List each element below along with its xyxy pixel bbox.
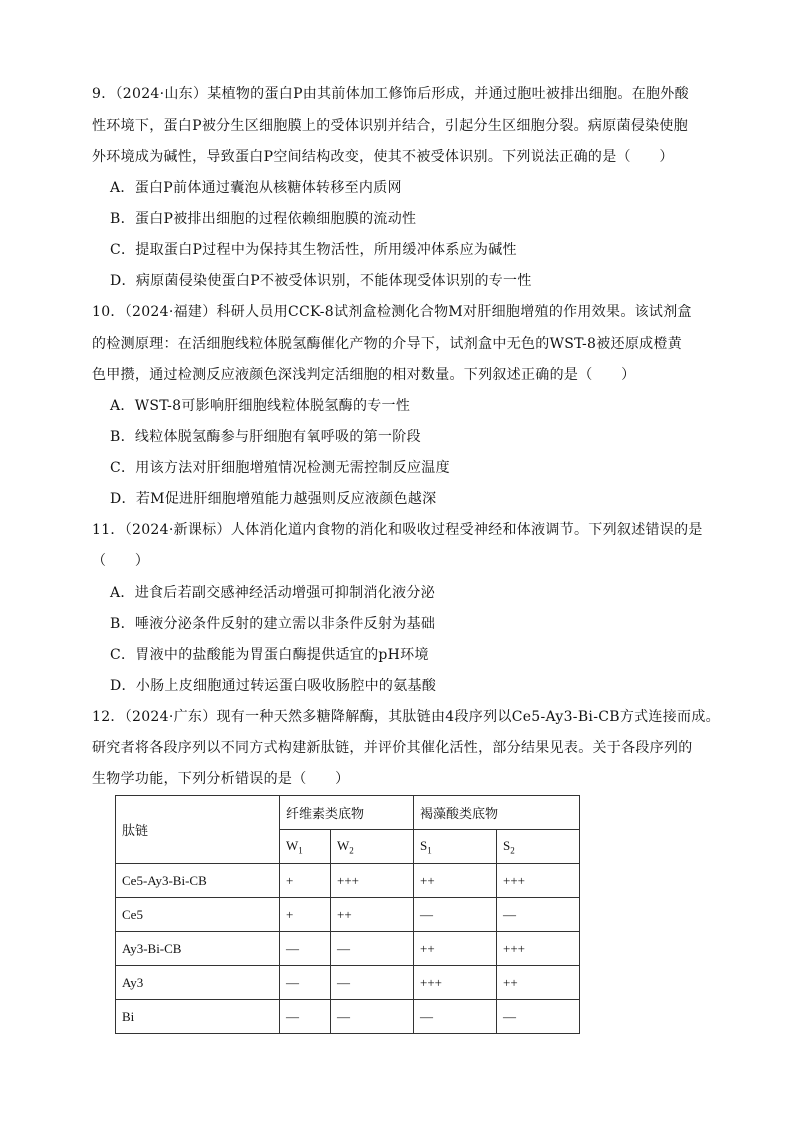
table-header-row (116, 796, 580, 830)
table-subheader-s1: $S_1$ (414, 830, 497, 864)
question-9-line-2: 性环境下，蛋白P被分生区细胞膜上的受体识别并结合，引起分生区细胞分裂。病原菌侵染使胞 (92, 118, 689, 134)
question-12-line-2: 研究者将各段序列以不同方式构建新肽链，并评价其催化活性，部分结果见表。关于各段序列的 (92, 740, 693, 756)
table-row (116, 1000, 580, 1034)
question-10-option-b: B．线粒体脱氢酶参与肝细胞有氧呼吸的第一阶段 (110, 429, 421, 445)
table-cell: +++ (331, 864, 414, 898)
table-header-alginate: 褐藻酸类底物 (414, 796, 580, 830)
table-subheader-w2: $W_2$ (331, 830, 414, 864)
table-cell-name: Bi (116, 1000, 280, 1034)
question-11-option-d: D．小肠上皮细胞通过转运蛋白吸收肠腔中的氨基酸 (110, 678, 437, 694)
table-row (116, 932, 580, 966)
question-10-option-d: D．若M促进肝细胞增殖能力越强则反应液颜色越深 (110, 491, 437, 507)
question-11-option-c: C．胃液中的盐酸能为胃蛋白酶提供适宜的pH环境 (110, 647, 429, 663)
table-cell-name: Ce5-Ay3-Bi-CB (116, 864, 280, 898)
table-cell: ++ (331, 898, 414, 932)
table-header-cellulose: 纤维素类底物 (280, 796, 414, 830)
question-10-line-1: 10．（2024·福建）科研人员用CCK-8试剂盒检测化合物M对肝细胞增殖的作用效果。该试剂盒 (92, 304, 692, 320)
table-cell: — (414, 898, 497, 932)
question-9-option-a: A．蛋白P前体通过囊泡从核糖体转移至内质网 (110, 180, 402, 196)
question-9-option-b: B．蛋白P被排出细胞的过程依赖细胞膜的流动性 (110, 211, 417, 227)
table-cell: ++ (414, 932, 497, 966)
question-9-option-c: C．提取蛋白P过程中为保持其生物活性，所用缓冲体系应为碱性 (110, 242, 517, 258)
table-cell: +++ (497, 932, 580, 966)
table-row (116, 966, 580, 1000)
question-11-line-1: 11．（2024·新课标）人体消化道内食物的消化和吸收过程受神经和体液调节。下列叙述错误的是 (92, 522, 703, 538)
question-10-line-2: 的检测原理：在活细胞线粒体脱氢酶催化产物的介导下，试剂盒中无色的WST-8被还原成橙黄 (92, 336, 683, 352)
table-cell: ++ (414, 864, 497, 898)
table-cell: — (497, 898, 580, 932)
question-12-line-1: 12．（2024·广东）现有一种天然多糖降解酶，其肽链由4段序列以Ce5-Ay3-Bi-CB方式连接而成。 (92, 709, 720, 725)
table-cell: ++ (497, 966, 580, 1000)
table-cell-name: Ce5 (116, 898, 280, 932)
table-cell-name: Ay3 (116, 966, 280, 1000)
activity-table (115, 795, 580, 1034)
question-12-line-3: 生物学功能，下列分析错误的是（ ） (92, 771, 350, 787)
question-11-line-2: （ ） (92, 553, 150, 569)
question-11-option-a: A．进食后若副交感神经活动增强可抑制消化液分泌 (110, 585, 436, 601)
table-cell: — (414, 1000, 497, 1034)
table-cell-name: Ay3-Bi-CB (116, 932, 280, 966)
table-cell: — (497, 1000, 580, 1034)
table-cell: +++ (414, 966, 497, 1000)
table-cell: — (280, 932, 331, 966)
question-9-option-d: D．病原菌侵染使蛋白P不被受体识别，不能体现受体识别的专一性 (110, 273, 532, 289)
table-subheader-w1: $W_1$ (280, 830, 331, 864)
table-subheader-s2: $S_2$ (497, 830, 580, 864)
question-11-option-b: B．唾液分泌条件反射的建立需以非条件反射为基础 (110, 616, 436, 632)
table-header-peptide: 肽链 (116, 796, 280, 864)
table-row (116, 864, 580, 898)
table-cell: — (331, 966, 414, 1000)
question-10-option-c: C．用该方法对肝细胞增殖情况检测无需控制反应温度 (110, 460, 450, 476)
table-cell: + (280, 864, 331, 898)
question-9-line-1: 9．（2024·山东）某植物的蛋白P由其前体加工修饰后形成，并通过胞吐被排出细胞。在胞外酸 (92, 86, 689, 102)
table-cell: — (331, 932, 414, 966)
question-10-option-a: A．WST-8可影响肝细胞线粒体脱氢酶的专一性 (110, 398, 411, 414)
table-row (116, 898, 580, 932)
table-cell: — (280, 966, 331, 1000)
table-cell: — (280, 1000, 331, 1034)
table-cell: — (331, 1000, 414, 1034)
table-cell: +++ (497, 864, 580, 898)
question-9-line-3: 外环境成为碱性，导致蛋白P空间结构改变，使其不被受体识别。下列说法正确的是（ ） (92, 149, 674, 165)
question-10-line-3: 色甲攒，通过检测反应液颜色深浅判定活细胞的相对数量。下列叙述正确的是（ ） (92, 367, 636, 383)
table-cell: + (280, 898, 331, 932)
